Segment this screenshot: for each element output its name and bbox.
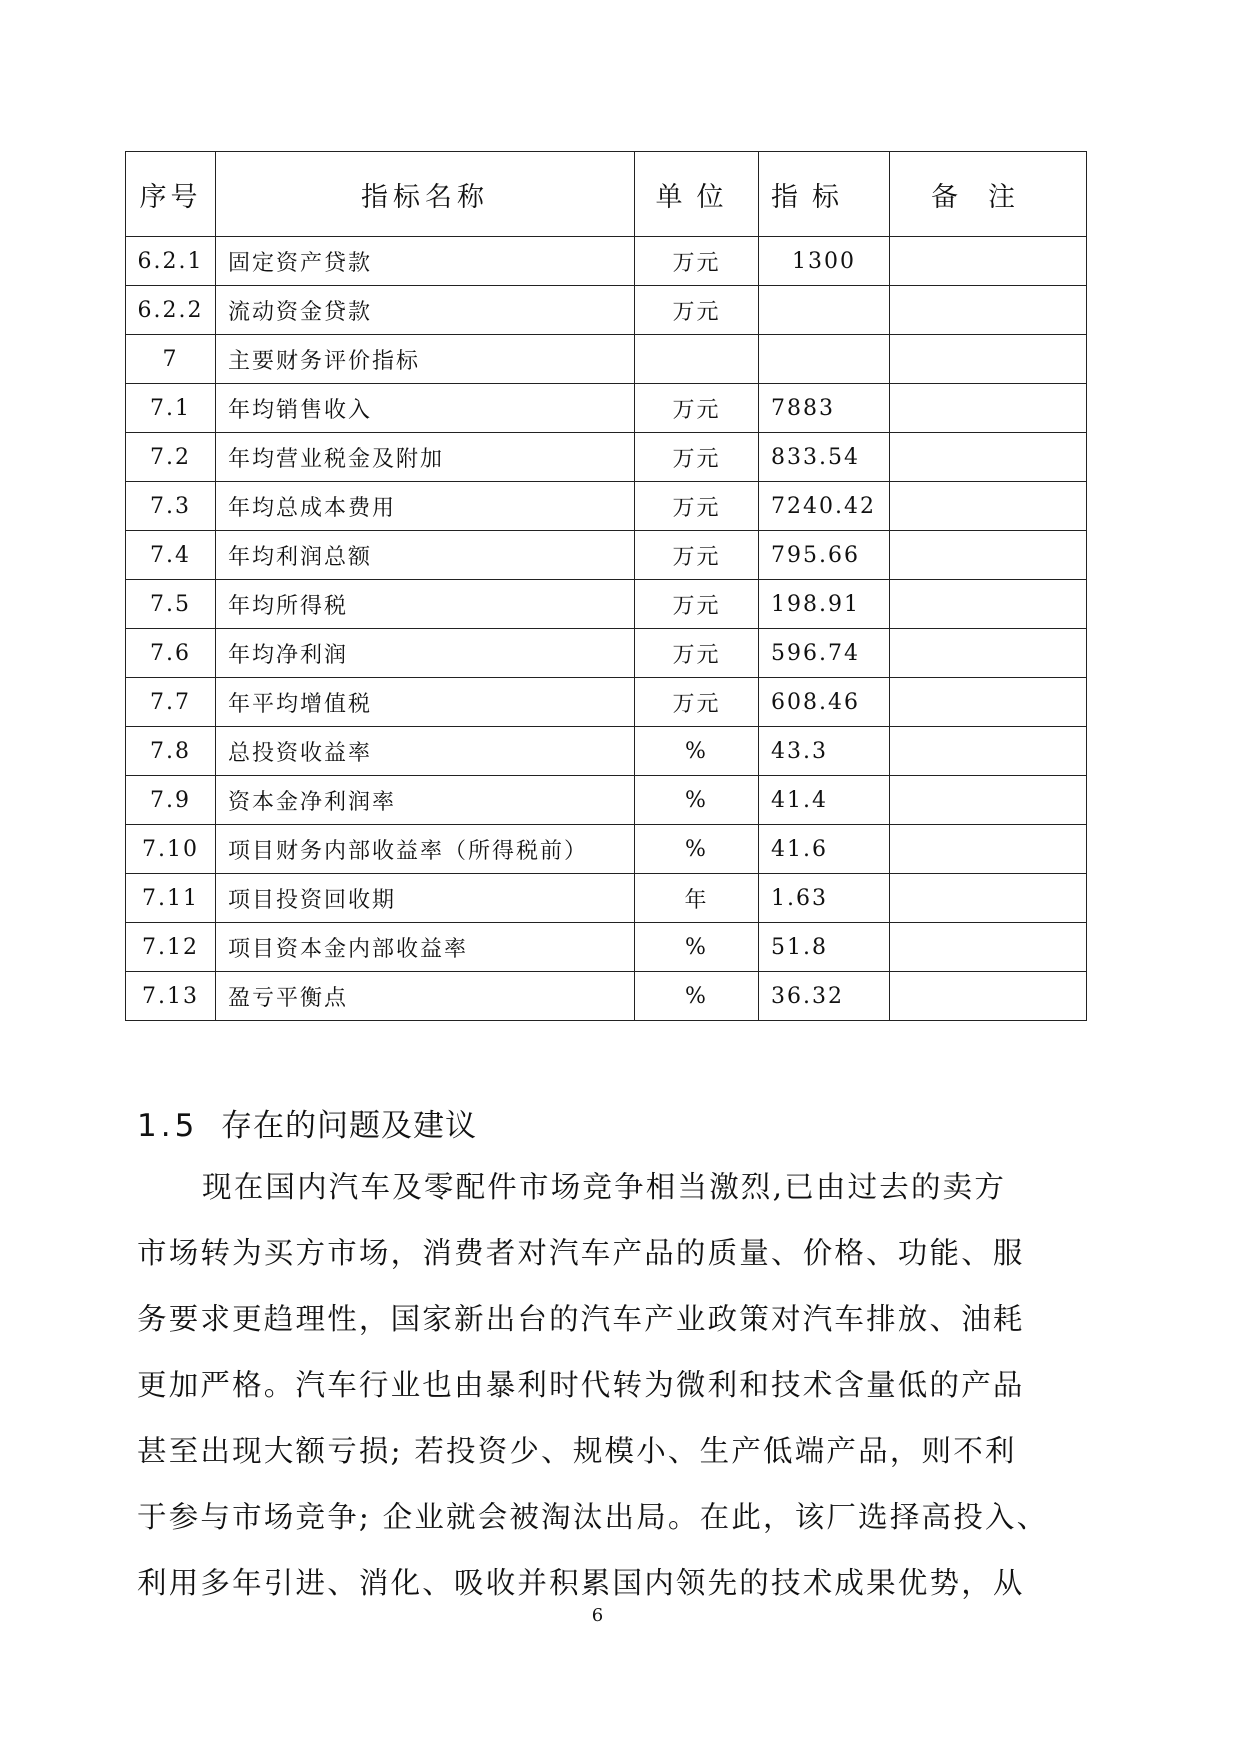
row-indicator-name: 主要财务评价指标 (216, 335, 635, 384)
row-serial-number: 7.13 (126, 972, 216, 1021)
table-row (126, 286, 1087, 335)
row-unit: 万元 (635, 433, 759, 482)
row-indicator-value: 36.32 (759, 972, 890, 1021)
row-remark (890, 678, 1087, 727)
header-remark: 备注 (890, 152, 1087, 237)
row-indicator-value: 596.74 (759, 629, 890, 678)
row-remark (890, 776, 1087, 825)
row-remark (890, 874, 1087, 923)
row-indicator-name: 资本金净利润率 (216, 776, 635, 825)
row-indicator-value: 43.3 (759, 727, 890, 776)
row-indicator-value: 41.6 (759, 825, 890, 874)
row-indicator-name: 年均销售收入 (216, 384, 635, 433)
page-number: 6 (591, 1605, 604, 1626)
row-indicator-name: 项目财务内部收益率（所得税前） (216, 825, 635, 874)
row-remark (890, 727, 1087, 776)
row-unit: 万元 (635, 629, 759, 678)
row-unit: 万元 (635, 286, 759, 335)
row-indicator-name: 项目投资回收期 (216, 874, 635, 923)
row-indicator-name: 项目资本金内部收益率 (216, 923, 635, 972)
row-serial-number: 7.8 (126, 727, 216, 776)
paragraph-line: 务要求更趋理性，国家新出台的汽车产业政策对汽车排放、油耗 (137, 1302, 1025, 1336)
section-heading (137, 1100, 477, 1145)
row-serial-number: 7.7 (126, 678, 216, 727)
section-number: 1.5 (137, 1108, 199, 1144)
row-remark (890, 629, 1087, 678)
row-serial-number: 7.12 (126, 923, 216, 972)
row-indicator-name: 固定资产贷款 (216, 237, 635, 286)
table-row (126, 629, 1087, 678)
row-indicator-value: 51.8 (759, 923, 890, 972)
financial-indicator-table (125, 151, 1087, 1021)
table-header-row (126, 152, 1087, 237)
header-serial-number: 序号 (126, 152, 216, 237)
row-indicator-value: 1.63 (759, 874, 890, 923)
table-row (126, 678, 1087, 727)
row-unit: 万元 (635, 482, 759, 531)
paragraph-line: 市场转为买方市场，消费者对汽车产品的质量、价格、功能、服 (137, 1236, 1025, 1270)
table-row (126, 727, 1087, 776)
table-row (126, 776, 1087, 825)
section-paragraph (137, 1154, 1065, 1616)
row-serial-number: 7.1 (126, 384, 216, 433)
row-indicator-value: 41.4 (759, 776, 890, 825)
row-indicator-name: 年均利润总额 (216, 531, 635, 580)
table-row (126, 580, 1087, 629)
row-indicator-name: 年均净利润 (216, 629, 635, 678)
row-indicator-value: 198.91 (759, 580, 890, 629)
row-serial-number: 7.5 (126, 580, 216, 629)
row-serial-number: 7.2 (126, 433, 216, 482)
row-indicator-name: 盈亏平衡点 (216, 972, 635, 1021)
row-unit: % (635, 776, 759, 825)
row-remark (890, 433, 1087, 482)
row-unit (635, 335, 759, 384)
row-remark (890, 335, 1087, 384)
row-indicator-name: 流动资金贷款 (216, 286, 635, 335)
section-title: 存在的问题及建议 (221, 1108, 477, 1144)
paragraph-line: 现在国内汽车及零配件市场竞争相当激烈,已由过去的卖方 (202, 1170, 1007, 1204)
row-unit: % (635, 972, 759, 1021)
row-indicator-value: 795.66 (759, 531, 890, 580)
row-serial-number: 6.2.2 (126, 286, 216, 335)
row-serial-number: 7.11 (126, 874, 216, 923)
row-indicator-value: 7240.42 (759, 482, 890, 531)
header-unit: 单位 (635, 152, 759, 237)
row-indicator-name: 总投资收益率 (216, 727, 635, 776)
row-remark (890, 580, 1087, 629)
row-unit: % (635, 727, 759, 776)
table-row (126, 482, 1087, 531)
row-unit: 万元 (635, 531, 759, 580)
row-remark (890, 923, 1087, 972)
row-remark (890, 286, 1087, 335)
row-remark (890, 531, 1087, 580)
table-row (126, 237, 1087, 286)
row-unit: % (635, 825, 759, 874)
header-indicator-value: 指标 (759, 152, 890, 237)
table-row (126, 874, 1087, 923)
row-unit: 万元 (635, 678, 759, 727)
table-row (126, 972, 1087, 1021)
row-indicator-value: 1300 (759, 237, 890, 286)
table-row (126, 433, 1087, 482)
row-indicator-value (759, 286, 890, 335)
row-serial-number: 7.4 (126, 531, 216, 580)
table-row (126, 923, 1087, 972)
row-remark (890, 972, 1087, 1021)
row-serial-number: 7.3 (126, 482, 216, 531)
row-indicator-value: 608.46 (759, 678, 890, 727)
table-row (126, 335, 1087, 384)
row-unit: 万元 (635, 237, 759, 286)
paragraph-line: 于参与市场竞争; 企业就会被淘汰出局。在此，该厂选择高投入、 (137, 1500, 1049, 1534)
row-unit: 年 (635, 874, 759, 923)
table-row (126, 384, 1087, 433)
row-remark (890, 482, 1087, 531)
row-indicator-value: 833.54 (759, 433, 890, 482)
table-row (126, 825, 1087, 874)
row-remark (890, 825, 1087, 874)
table-body (126, 237, 1087, 1021)
row-indicator-value: 7883 (759, 384, 890, 433)
paragraph-line: 更加严格。汽车行业也由暴利时代转为微利和技术含量低的产品 (137, 1368, 1025, 1402)
row-indicator-name: 年平均增值税 (216, 678, 635, 727)
row-serial-number: 7.10 (126, 825, 216, 874)
row-indicator-name: 年均所得税 (216, 580, 635, 629)
row-serial-number: 7.9 (126, 776, 216, 825)
row-indicator-name: 年均营业税金及附加 (216, 433, 635, 482)
row-unit: 万元 (635, 580, 759, 629)
row-serial-number: 7 (126, 335, 216, 384)
row-remark (890, 384, 1087, 433)
row-serial-number: 6.2.1 (126, 237, 216, 286)
row-serial-number: 7.6 (126, 629, 216, 678)
row-remark (890, 237, 1087, 286)
header-indicator-name: 指标名称 (216, 152, 635, 237)
table-row (126, 531, 1087, 580)
row-indicator-value (759, 335, 890, 384)
row-unit: % (635, 923, 759, 972)
paragraph-line: 利用多年引进、消化、吸收并积累国内领先的技术成果优势，从 (137, 1566, 1025, 1600)
paragraph-line: 甚至出现大额亏损; 若投资少、规模小、生产低端产品，则不利 (137, 1434, 1017, 1468)
row-indicator-name: 年均总成本费用 (216, 482, 635, 531)
row-unit: 万元 (635, 384, 759, 433)
